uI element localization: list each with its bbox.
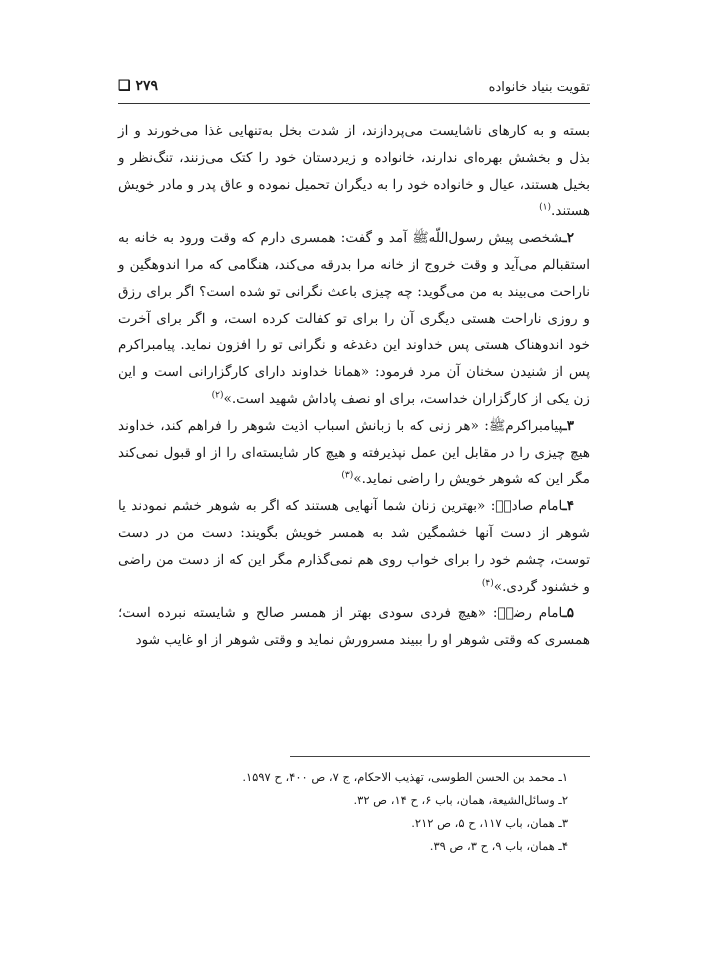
item-text: امام رضاؑ: «هیچ فردی سودی بهتر از همسر صالح و شایسته نبرده است؛ همسری که وقتی شوهر او را ببیند مسرورش نماید و وقتی شوهر از او غایب شود (118, 605, 590, 649)
item-number: ۳ـ (562, 417, 574, 434)
item-number: ۵ـ (562, 605, 574, 622)
footnote-1: ۱ـ محمد بن الحسن الطوسی، تهذیب الاحکام، ج ۷، ص ۴۰۰، ح ۱۵۹۷. (242, 770, 568, 784)
item-text: امام صادقؑ: «بهترین زنان شما آنهایی هستند که اگر به شوهر خشم نمودند یا شوهر از دست آنها خشمگین شد به همسر خویش بگویند: دست من در دست توست، چشم خود را برای خواب روی هم نمی‌گذارم مگر این که از دست من راضی و خشنود گردی.» (118, 498, 590, 595)
footnote-ref: (۳) (341, 470, 354, 481)
header-rule (118, 103, 590, 104)
main-text (118, 118, 590, 654)
footnote-3: ۳ـ همان، باب ۱۱۷، ح ۵، ص ۲۱۲. (411, 816, 568, 830)
paragraph-continuation (118, 118, 590, 225)
hadith-item-2 (118, 225, 590, 413)
hadith-item-4 (118, 493, 590, 600)
footnotes (118, 766, 590, 858)
page-number: ۲۷۹ ❑ (118, 78, 158, 94)
item-text: پیامبراکرمﷺ: «هر زنی که با زبانش اسباب اذیت شوهر را فراهم کند، خداوند هیچ چیزی را در مقابل این عمل نپذیرفته و هیچ کار شایسته‌ای را از او قبول نمی‌کند مگر این که شوهر خویش را راضی نماید.» (118, 417, 590, 488)
running-title: تقویت بنیاد خانواده (488, 80, 590, 95)
footnote-ref: (۴) (481, 578, 494, 589)
item-number: ۴ـ (562, 498, 574, 515)
hadith-item-3 (118, 413, 590, 493)
page-header (118, 76, 590, 102)
item-text: شخصی پیش رسول‌اللّهﷺ آمد و گفت: همسری دارم که وقت ورود به خانه به استقبالم می‌آید و وقت خروج از خانه مرا بدرقه می‌کند، هنگامی که مرا اندوهگین و ناراحت می‌بیند به من می‌گوید: چه چیزی باعث نگرانی تو شده است؟ اگر برای رزق و روزی ناراحت هستی دیگری آن را برای تو کفالت کرده است، و اگر برای آخرت خود اندوهناک هستی پس خداوند این دغدغه و نگرانی تو را افزون نماید. پیامبراکرم پس از شنیدن سخنان آن مرد فرمود: «همانا خداوند دارای کارگزارانی است و این زن یکی از کارگزاران خداست، برای او نصف پاداش شهید است.» (118, 230, 590, 407)
footnote-rule (290, 756, 590, 757)
footnote-ref: (۲) (211, 390, 224, 401)
item-number: ۲ـ (562, 230, 574, 247)
footnote-4: ۴ـ همان، باب ۹، ح ۳، ص ۳۹. (429, 839, 568, 853)
footnote-ref: (۱) (539, 202, 552, 213)
hadith-item-5 (118, 600, 590, 654)
footnote-2: ۲ـ وسائل‌الشیعة، همان، باب ۶، ح ۱۴، ص ۳۲. (353, 793, 568, 807)
paragraph-text: بسته و به کارهای ناشایست می‌پردازند، از شدت بخل به‌تنهایی غذا می‌خورند و از بذل و بخشش بهره‌ای ندارند، خانواده و زیردستان خود را کتک می‌زنند، تنگ‌نظر و بخیل هستند، عیال و خانواده خود را به دیگران تحمیل نموده و عاق پدر و مادر خویش هستند. (118, 123, 590, 220)
